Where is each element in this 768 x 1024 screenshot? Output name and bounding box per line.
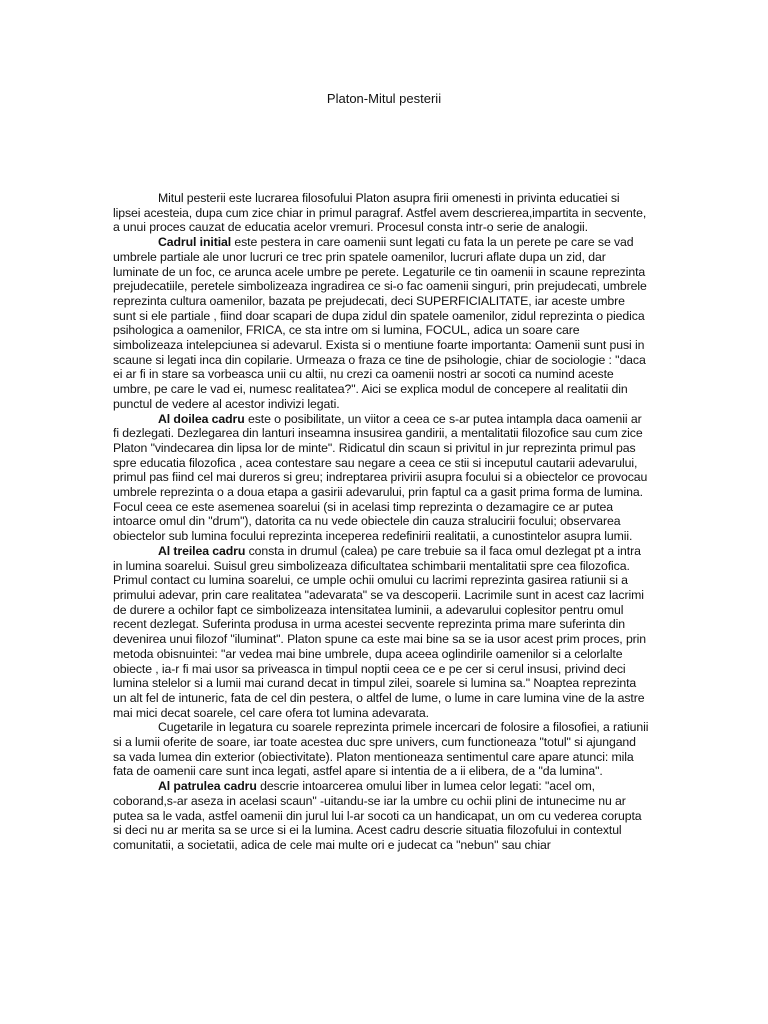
paragraph-heading: Al doilea cadru bbox=[158, 411, 245, 426]
paragraph-text: Cugetarile in legatura cu soarele reprezinta primele incercari de folosire a filosofiei, a ratiunii si a lumii oferite de soare, iar toate acestea duc spre univers, cum functioneaza "totul" si ajungand sa vada lumea din exterior (obiectivitate). Platon mentioneaza sentimentul care apare atunci: mila fata de oamenii care sunt inca legati, astfel apare si intentia de a ii elibera, de a "da lumina". bbox=[113, 720, 649, 779]
paragraph-text: descrie intoarcerea omului liber in lumea celor legati: "acel om, coborand,s-ar aseza in acelasi scaun" -uitandu-se iar la umbre cu ochii plini de intunecime nu ar putea sa le vada, astfel oamenii din jurul lui l-ar socoti ca un handicapat, un om cu vederea corupta si deci nu ar merita sa se urce si ei la lumina. Acest cadru descrie situatia filozofului in contextul comunitatii, a societatii, adica de cele mai multe ori e judecat ca "nebun" sau chiar bbox=[113, 779, 642, 852]
paragraph-heading: Cadrul initial bbox=[158, 235, 232, 250]
paragraph-al-patrulea-cadru bbox=[113, 779, 649, 853]
paragraph-al-treilea-cadru bbox=[113, 544, 649, 720]
paragraph-al-doilea-cadru bbox=[113, 412, 649, 544]
paragraph-heading: Al patrulea cadru bbox=[158, 779, 257, 794]
document-body bbox=[113, 191, 649, 853]
paragraph-heading: Al treilea cadru bbox=[158, 543, 246, 558]
paragraph-text: consta in drumul (calea) pe care trebuie sa il faca omul dezlegat pt a intra in lumina soarelui. Suisul greu simbolizeaza dificultatea schimbarii mentalitatii spre cea filozofica. Primul contact cu lumina soarelui, ce umple ochii omului cu lacrimi reprezinta gasirea ratiunii si a primului adevar, prin care realitatea "adevarata" se va descoperii. Lacrimile sunt in acest caz lacrimi de durere a ochilor fapt ce simbolizeaza intensitatea luminii, a adevarului coplesitor pentru omul recent dezlegat. Suferinta produsa in urma acestei secvente reprezinta prima mare suferinta din devenirea unui filozof "iluminat". Platon spune ca este mai bine sa se ia usor acest prim proces, prin metoda obisnuintei: "ar vedea mai bine umbrele, dupa aceea oglindirile oamenilor si a celorlalte obiecte , ia-r fi mai usor sa priveasca in timpul noptii ceea ce e pe cer si cerul insusi, privind deci lumina stelelor si a lumii mai curand decat in timpul zilei, soarele si lumina sa." Noaptea reprezinta un alt fel de intuneric, fata de cel din pestera, o altfel de lume, o lume in care lumina vine de la astre mai mici decat soarele, cel care ofera tot lumina adevarata. bbox=[113, 543, 647, 720]
paragraph-intro bbox=[113, 191, 649, 235]
document-title: Platon-Mitul pesterii bbox=[326, 91, 442, 106]
paragraph-text: este pestera in care oamenii sunt legati cu fata la un perete pe care se vad umbrele partiale ale unor lucruri ce trec prin spatele oamenilor, lucruri aflate dupa un zid, dar luminate de un foc, ce arunca acele umbre pe perete. Legaturile ce tin oamenii in scaune reprezinta prejudecatiile, peretele simbolizeaza ingradirea ce si-o fac oamenii singuri, prin prejudecati, umbrele reprezinta cultura oamenilor, bazata pe prejudecati, deci SUPERFICIALITATE, iar aceste umbre sunt si ele partiale , fiind doar scapari de dupa zidul din spatele oamenilor, zidul reprezinta o piedica psihologica a oamenilor, FRICA, ce sta intre om si lumina, FOCUL, adica un soare care simbolizeaza intelepciunea si adevarul. Exista si o mentiune foarte importanta: Oamenii sunt pusi in scaune si legati inca din copilarie. Urmeaza o fraza ce tine de psihologie, chiar de sociologie : "daca ei ar fi in stare sa vorbeasca unii cu altii, nu crezi ca oamenii nostri ar socoti ca numind aceste umbre, pe care le vad ei, numesc realitatea?". Aici se explica modul de concepere al realitatii din punctul de vedere al acestor indivizi legati. bbox=[113, 235, 647, 411]
paragraph-cadrul-initial bbox=[113, 235, 649, 411]
paragraph-text: Mitul pesterii este lucrarea filosofului Platon asupra firii omenesti in privinta educatiei si lipsei acesteia, dupa cum zice chiar in primul paragraf. Astfel avem descrierea,impartita in secvente, a unui proces cauzat de educatia acelor vremuri. Procesul consta intr-o serie de analogii. bbox=[113, 191, 647, 235]
paragraph-cugetarile bbox=[113, 720, 649, 779]
paragraph-text: este o posibilitate, un viitor a ceea ce s-ar putea intampla daca oamenii ar fi dezlegati. Dezlegarea din lanturi inseamna insusirea gandirii, a mentalitatii filozofice sau cum zice Platon "vindecarea din lipsa lor de minte". Ridicatul din scaun si privitul in jur reprezinta primul pas spre educatia filozofica , acea contestare sau negare a ceea ce stii si inceputul cautarii adevarului, primul pas fiind cel mai dureros si greu; indreptarea privirii asupra focului si a obiectelor ce provocau umbrele reprezinta o a doua etapa a gasirii adevarului, prin faptul ca a gasit prima forma de lumina. Focul ceea ce este asemenea soarelui (si in acelasi timp reprezinta o dezamagire ce ar putea intoarce omul din "drum"), datorita ca nu vede obiectele din cauza stralucirii focului; observarea obiectelor sub lumina focului reprezinta inceperea redefinirii realitatii, a cunostintelor asupra lumii. bbox=[113, 411, 648, 544]
